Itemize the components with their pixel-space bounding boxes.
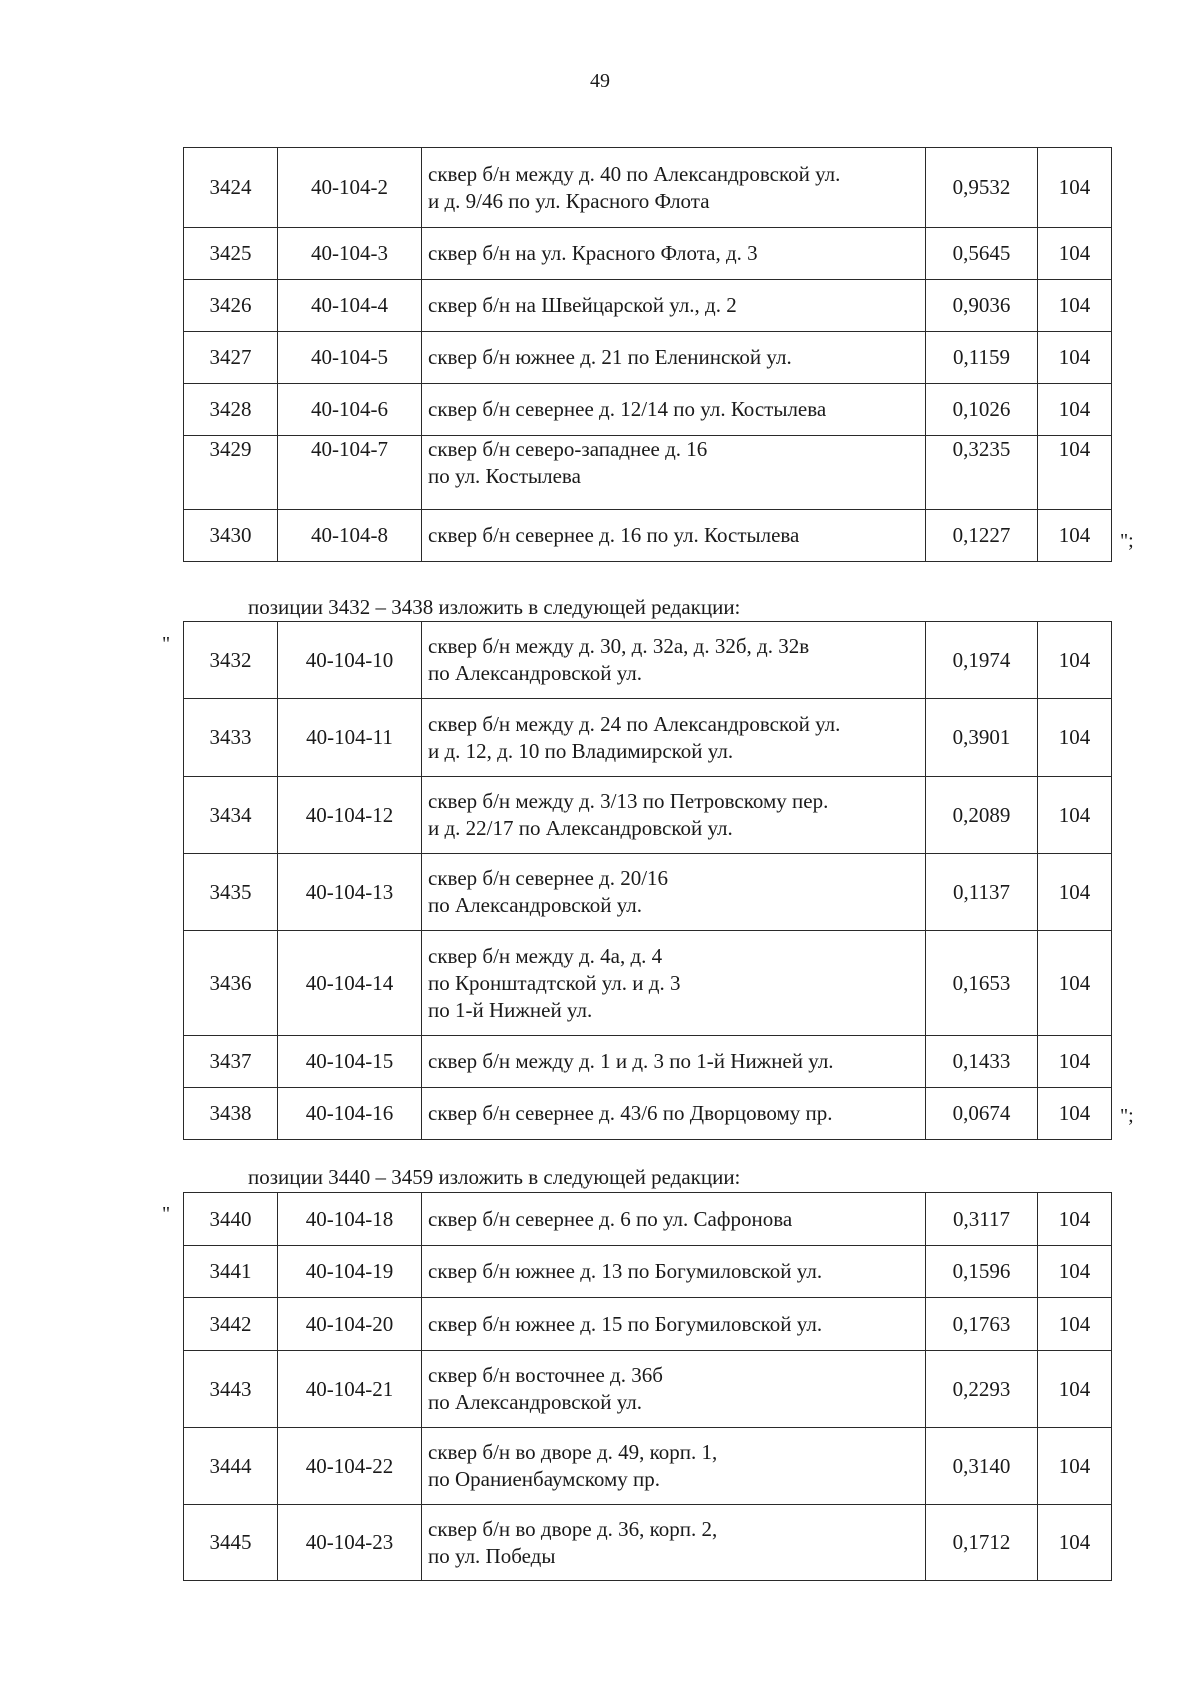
cell-area: 0,3901 <box>926 699 1038 777</box>
cell-num: 3433 <box>184 699 278 777</box>
cell-zone: 104 <box>1038 1351 1112 1428</box>
cell-code: 40-104-11 <box>278 699 422 777</box>
table-row <box>184 1351 1112 1428</box>
name-line: сквер б/н южнее д. 13 по Богумиловской ул. <box>428 1259 823 1283</box>
cell-zone: 104 <box>1038 777 1112 854</box>
cell-area: 0,0674 <box>926 1088 1038 1140</box>
cell-code: 40-104-14 <box>278 931 422 1036</box>
positions-table-3 <box>183 1192 1112 1581</box>
table-row <box>184 436 1112 510</box>
name-line: и д. 9/46 по ул. Красного Флота <box>428 188 710 213</box>
cell-name <box>422 228 926 280</box>
cell-zone: 104 <box>1038 699 1112 777</box>
name-line: сквер б/н севернее д. 16 по ул. Костылева <box>428 523 800 547</box>
cell-area: 0,1653 <box>926 931 1038 1036</box>
cell-area: 0,1596 <box>926 1246 1038 1298</box>
name-line: по Кронштадтской ул. и д. 3 <box>428 970 681 995</box>
closing-quote-mark: "; <box>1120 530 1134 552</box>
cell-area: 0,1974 <box>926 622 1038 699</box>
cell-zone: 104 <box>1038 510 1112 562</box>
cell-name <box>422 1088 926 1140</box>
cell-name <box>422 384 926 436</box>
cell-area: 0,1026 <box>926 384 1038 436</box>
cell-name <box>422 510 926 562</box>
cell-area: 0,9036 <box>926 280 1038 332</box>
table-row <box>184 228 1112 280</box>
table-row <box>184 699 1112 777</box>
cell-name <box>422 699 926 777</box>
table-row <box>184 931 1112 1036</box>
cell-num: 3438 <box>184 1088 278 1140</box>
cell-code: 40-104-2 <box>278 148 422 228</box>
cell-code: 40-104-10 <box>278 622 422 699</box>
name-line: по ул. Костылева <box>428 464 581 488</box>
cell-num: 3424 <box>184 148 278 228</box>
cell-name <box>422 777 926 854</box>
table-row <box>184 1298 1112 1351</box>
cell-code: 40-104-21 <box>278 1351 422 1428</box>
cell-area: 0,2089 <box>926 777 1038 854</box>
cell-code: 40-104-6 <box>278 384 422 436</box>
cell-zone: 104 <box>1038 1088 1112 1140</box>
cell-code: 40-104-20 <box>278 1298 422 1351</box>
cell-num: 3441 <box>184 1246 278 1298</box>
cell-code: 40-104-15 <box>278 1036 422 1088</box>
name-line: сквер б/н между д. 3/13 по Петровскому пер. <box>428 789 829 813</box>
table-row <box>184 280 1112 332</box>
cell-area: 0,3140 <box>926 1428 1038 1505</box>
cell-name <box>422 1505 926 1581</box>
cell-area: 0,1137 <box>926 854 1038 931</box>
opening-quote-mark: " <box>162 633 171 655</box>
cell-code: 40-104-16 <box>278 1088 422 1140</box>
cell-zone: 104 <box>1038 148 1112 228</box>
name-line: сквер б/н между д. 24 по Александровской ул. <box>428 711 841 736</box>
cell-code: 40-104-12 <box>278 777 422 854</box>
name-line: сквер б/н между д. 30, д. 32а, д. 32б, д. 32в <box>428 634 810 658</box>
cell-code: 40-104-8 <box>278 510 422 562</box>
name-line: сквер б/н севернее д. 6 по ул. Сафронова <box>428 1206 793 1231</box>
name-line: сквер б/н между д. 4а, д. 4 <box>428 943 663 968</box>
cell-zone: 104 <box>1038 1428 1112 1505</box>
cell-name <box>422 436 926 510</box>
cell-num: 3427 <box>184 332 278 384</box>
opening-quote-mark: " <box>162 1203 171 1225</box>
cell-zone: 104 <box>1038 1298 1112 1351</box>
table-row <box>184 1193 1112 1246</box>
cell-zone: 104 <box>1038 931 1112 1036</box>
cell-num: 3437 <box>184 1036 278 1088</box>
name-line: сквер б/н южнее д. 15 по Богумиловской ул. <box>428 1311 823 1336</box>
cell-zone: 104 <box>1038 384 1112 436</box>
cell-code: 40-104-7 <box>278 436 422 510</box>
cell-num: 3440 <box>184 1193 278 1246</box>
cell-zone: 104 <box>1038 622 1112 699</box>
cell-code: 40-104-23 <box>278 1505 422 1581</box>
cell-code: 40-104-22 <box>278 1428 422 1505</box>
table-row <box>184 622 1112 699</box>
table-row <box>184 854 1112 931</box>
table-row <box>184 1505 1112 1581</box>
name-line: сквер б/н севернее д. 20/16 <box>428 866 669 890</box>
section-intro-3440-3459: позиции 3440 – 3459 изложить в следующей редакции: <box>248 1165 741 1189</box>
cell-num: 3443 <box>184 1351 278 1428</box>
cell-name <box>422 148 926 228</box>
cell-code: 40-104-13 <box>278 854 422 931</box>
cell-area: 0,1227 <box>926 510 1038 562</box>
table-row <box>184 777 1112 854</box>
cell-num: 3435 <box>184 854 278 931</box>
table-row <box>184 1036 1112 1088</box>
name-line: и д. 22/17 по Александровской ул. <box>428 816 733 840</box>
cell-area: 0,1712 <box>926 1505 1038 1581</box>
cell-zone: 104 <box>1038 1193 1112 1246</box>
name-line: по Александровской ул. <box>428 1390 642 1414</box>
cell-num: 3445 <box>184 1505 278 1581</box>
cell-name <box>422 280 926 332</box>
name-line: по ул. Победы <box>428 1543 556 1568</box>
table-row <box>184 510 1112 562</box>
cell-name <box>422 332 926 384</box>
cell-name <box>422 1246 926 1298</box>
name-line: по Александровской ул. <box>428 893 642 917</box>
cell-num: 3428 <box>184 384 278 436</box>
cell-code: 40-104-3 <box>278 228 422 280</box>
cell-name <box>422 854 926 931</box>
cell-area: 0,3117 <box>926 1193 1038 1246</box>
cell-code: 40-104-4 <box>278 280 422 332</box>
cell-area: 0,1159 <box>926 332 1038 384</box>
cell-area: 0,2293 <box>926 1351 1038 1428</box>
name-line: сквер б/н восточнее д. 36б <box>428 1363 663 1387</box>
cell-num: 3429 <box>184 436 278 510</box>
name-line: сквер б/н во дворе д. 49, корп. 1, <box>428 1440 718 1464</box>
name-line: сквер б/н на Швейцарской ул., д. 2 <box>428 293 737 317</box>
name-line: сквер б/н севернее д. 43/6 по Дворцовому пр. <box>428 1101 833 1125</box>
name-line: по Ораниенбаумскому пр. <box>428 1467 661 1491</box>
name-line: по 1-й Нижней ул. <box>428 997 593 1022</box>
cell-num: 3432 <box>184 622 278 699</box>
cell-num: 3442 <box>184 1298 278 1351</box>
cell-zone: 104 <box>1038 854 1112 931</box>
cell-code: 40-104-18 <box>278 1193 422 1246</box>
cell-name <box>422 1428 926 1505</box>
positions-table-2 <box>183 621 1112 1140</box>
cell-num: 3444 <box>184 1428 278 1505</box>
cell-zone: 104 <box>1038 1036 1112 1088</box>
table-row <box>184 148 1112 228</box>
table-row <box>184 384 1112 436</box>
cell-num: 3436 <box>184 931 278 1036</box>
cell-name <box>422 1351 926 1428</box>
cell-zone: 104 <box>1038 280 1112 332</box>
cell-code: 40-104-19 <box>278 1246 422 1298</box>
name-line: сквер б/н между д. 1 и д. 3 по 1-й Нижней ул. <box>428 1049 834 1073</box>
cell-area: 0,1763 <box>926 1298 1038 1351</box>
cell-zone: 104 <box>1038 1246 1112 1298</box>
name-line: сквер б/н между д. 40 по Александровской ул. <box>428 161 841 186</box>
cell-name <box>422 931 926 1036</box>
table-row <box>184 332 1112 384</box>
cell-zone: 104 <box>1038 1505 1112 1581</box>
name-line: по Александровской ул. <box>428 661 642 685</box>
name-line: сквер б/н на ул. Красного Флота, д. 3 <box>428 241 758 265</box>
cell-zone: 104 <box>1038 228 1112 280</box>
section-intro-3432-3438: позиции 3432 – 3438 изложить в следующей редакции: <box>248 595 741 619</box>
name-line: сквер б/н севернее д. 12/14 по ул. Костылева <box>428 397 827 421</box>
cell-name <box>422 1193 926 1246</box>
cell-zone: 104 <box>1038 436 1112 510</box>
cell-name <box>422 1036 926 1088</box>
cell-zone: 104 <box>1038 332 1112 384</box>
page-number: 49 <box>590 70 610 92</box>
name-line: сквер б/н северо-западнее д. 16 <box>428 437 708 461</box>
cell-num: 3426 <box>184 280 278 332</box>
cell-name <box>422 622 926 699</box>
cell-num: 3434 <box>184 777 278 854</box>
table-row <box>184 1428 1112 1505</box>
cell-num: 3425 <box>184 228 278 280</box>
cell-area: 0,3235 <box>926 436 1038 510</box>
cell-code: 40-104-5 <box>278 332 422 384</box>
cell-area: 0,9532 <box>926 148 1038 228</box>
cell-area: 0,5645 <box>926 228 1038 280</box>
table-row <box>184 1088 1112 1140</box>
positions-table-1 <box>183 147 1112 562</box>
name-line: и д. 12, д. 10 по Владимирской ул. <box>428 738 734 763</box>
name-line: сквер б/н во дворе д. 36, корп. 2, <box>428 1516 718 1541</box>
cell-name <box>422 1298 926 1351</box>
cell-area: 0,1433 <box>926 1036 1038 1088</box>
name-line: сквер б/н южнее д. 21 по Еленинской ул. <box>428 345 792 369</box>
cell-num: 3430 <box>184 510 278 562</box>
table-row <box>184 1246 1112 1298</box>
closing-quote-mark: "; <box>1120 1105 1134 1127</box>
